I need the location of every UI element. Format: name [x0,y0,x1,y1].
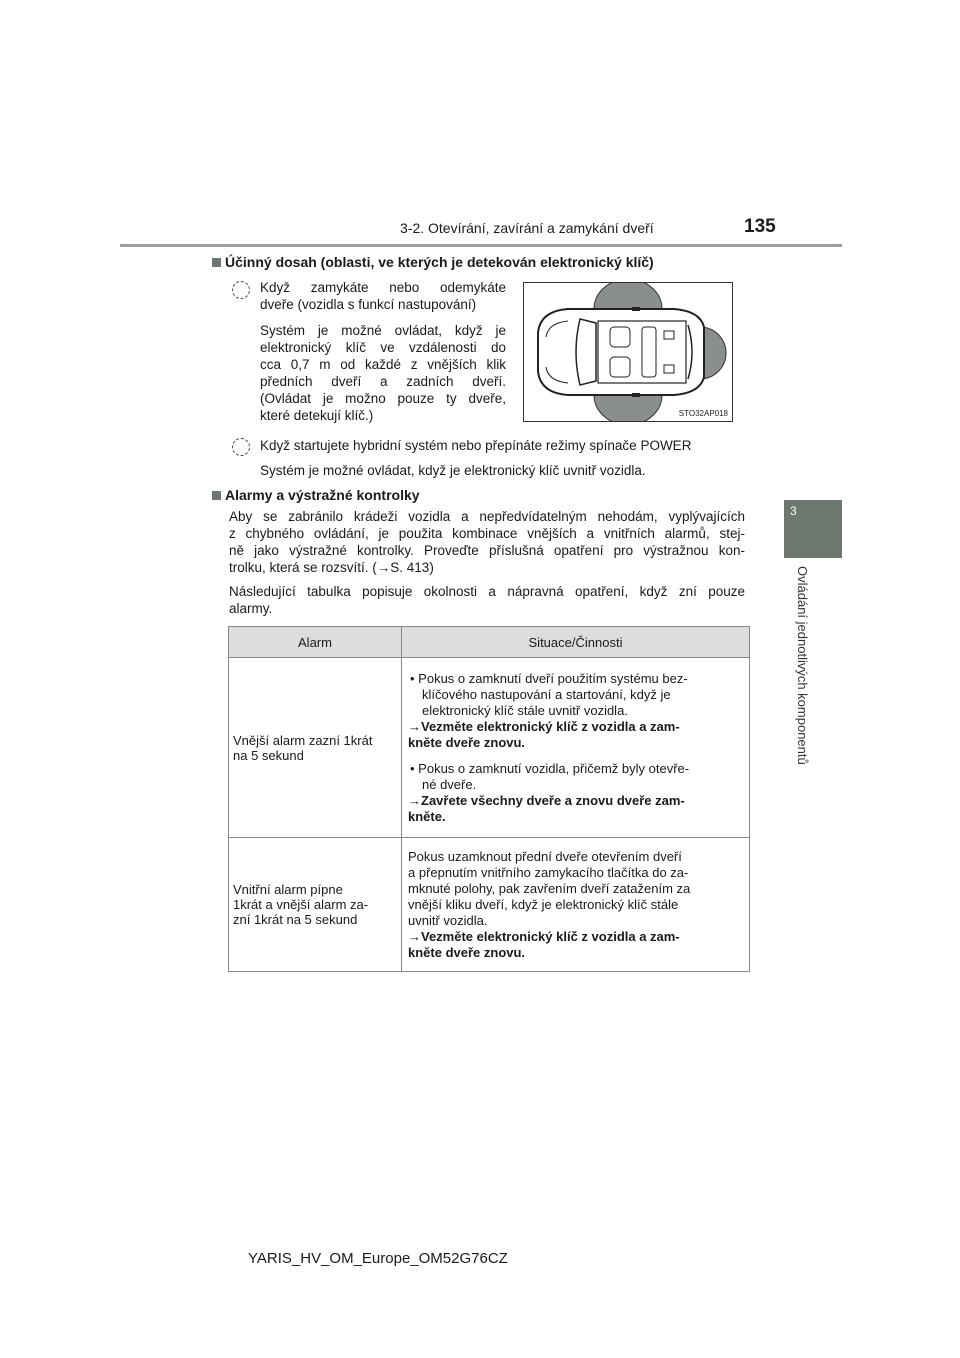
table-row [229,658,750,838]
action-text: →Vezměte elektronický klíč z vozidla a zam- kněte dveře znovu. [408,718,680,750]
windshield [576,319,596,385]
alarm-cell: Vnější alarm zazní 1krát na 5 sekund [229,658,402,838]
chapter-number: 3 [790,504,797,518]
bullet-item: • Pokus o zamknutí vozidla, přičemž byly otevře- né dveře. [410,760,690,792]
situation-cell [402,658,750,838]
column-header-alarm: Alarm [229,627,402,658]
table-row [229,838,750,972]
situation-cell: Pokus uzamknout přední dveře otevřením dveří a přepnutím vnitřního zamykacího tlačítka do za- mknuté polohy, pak zavřením dveří zatažením za vnější kliku dveří, když je elektronický klíč stále uvnitř vozidla. →Vezměte elektronický klíč z vozidla a zam- kněte dveře znovu. [402,838,750,972]
alarms-paragraph-1: Aby se zabránilo krádeži vozidla a nepředvídatelným nehodám, vyplývajících z chybného ovládání, je použita kombinace vnějších a vnitřních alarmů, stej- ně jako výstražné kontrolky. Proveďte příslušná opatření pro výstražnou kon- trolku, která se rozsvítí. (→S. 413) [229,509,745,575]
door-handle-icon [632,307,640,311]
car-detection-figure [523,282,733,422]
item2-body: Systém je možné ovládat, když je elektronický klíč uvnitř vozidla. [260,463,646,478]
item1-title: Když zamykáte nebo odemykáte dveře (vozidla s funkcí nastupování) [260,280,506,312]
alarm-table [228,626,750,972]
front-door-zone-bottom [594,395,662,421]
document-footer-code: YARIS_HV_OM_Europe_OM52G76CZ [248,1250,508,1267]
rear-seat [642,327,656,377]
dashed-circle-icon [232,281,250,299]
header-rule [120,244,842,247]
section-heading-range: Účinný dosah (oblasti, ve kterých je detekován elektronický klíč) [212,254,654,270]
figure-code: STO32AP018 [678,409,728,418]
bullet-item: • Pokus o zamknutí dveří použitím systému bez- klíčového nastupování a startování, když je elektronický klíč stále uvnitř vozidla. [410,670,688,718]
section-heading-alarms: Alarmy a výstražné kontrolky [212,487,420,503]
chapter-tab [784,500,842,558]
column-header-situation: Situace/Činnosti [402,627,750,658]
running-header: 3-2. Otevírání, zavírání a zamykání dveří [400,220,654,236]
action-text: →Zavřete všechny dveře a znovu dveře zam- kněte. [408,792,685,824]
front-seat-left [610,327,630,347]
car-top-view-illustration [524,283,732,421]
table-header-row [229,627,750,658]
front-seat-right [610,357,630,377]
item2-title: Když startujete hybridní systém nebo přepínáte režimy spínače POWER [260,438,692,453]
alarm-cell: Vnitřní alarm pípne 1krát a vnější alarm za- zní 1krát na 5 sekund [229,838,402,972]
chapter-title: Ovládání jednotlivých komponentů [795,566,810,765]
square-bullet-icon [212,491,221,500]
door-handle-icon [632,393,640,397]
action-text: →Vezměte elektronický klíč z vozidla a zam- kněte dveře znovu. [408,928,680,960]
item1-body: Systém je možné ovládat, když je elektronický klíč ve vzdálenosti do cca 0,7 m od každé z vnějších klik předních dveří a zadních dveří. (Ovládat je možno pouze ty dveře, které detekují klíč.) [260,323,506,423]
front-door-zone-top [594,283,662,309]
alarms-paragraph-2: Následující tabulka popisuje okolnosti a nápravná opatření, když zní pouze alarmy. [229,584,745,616]
dashed-circle-icon [232,438,250,456]
page-number: 135 [744,216,776,237]
square-bullet-icon [212,258,221,267]
